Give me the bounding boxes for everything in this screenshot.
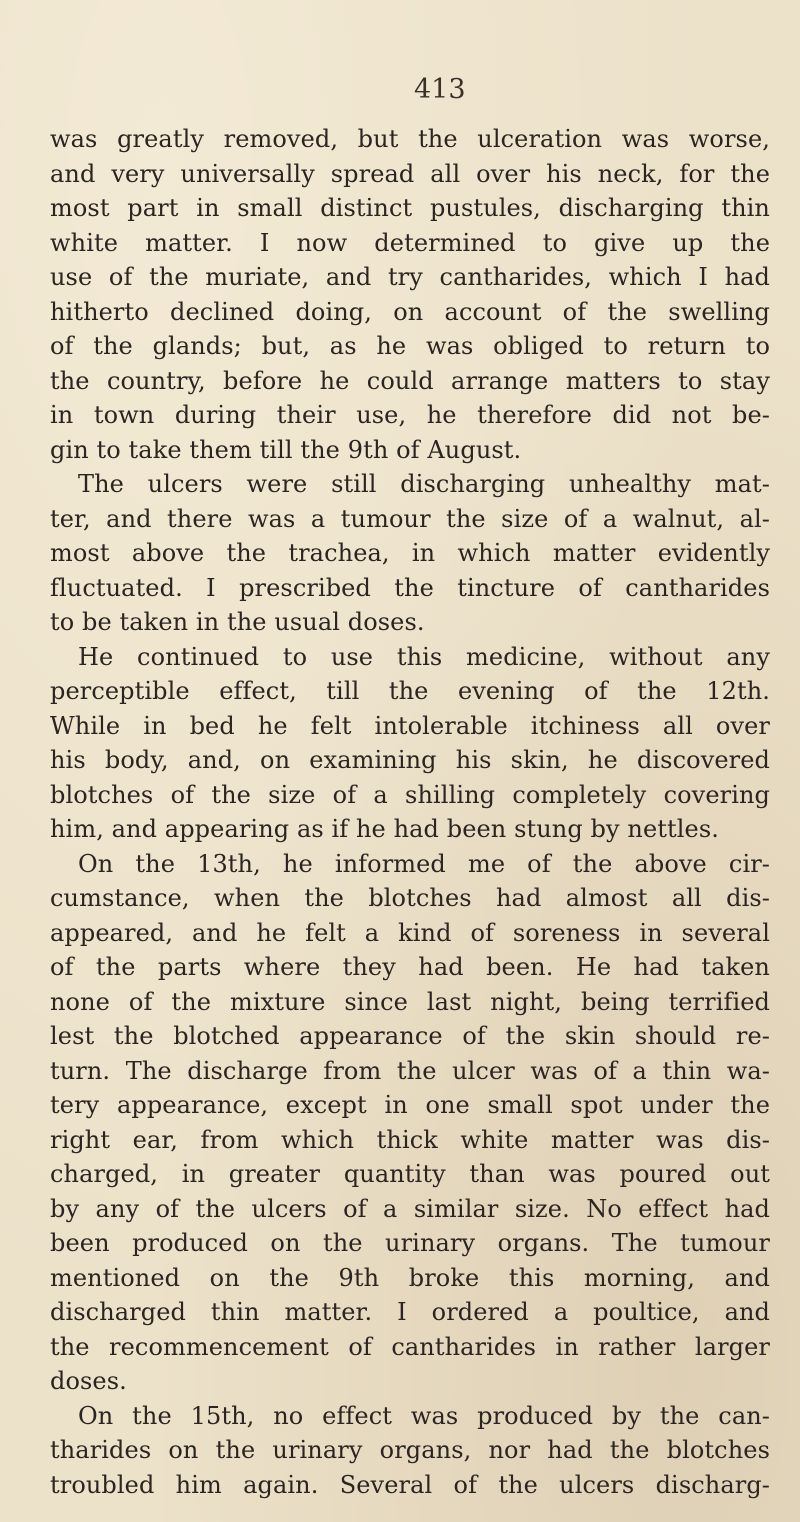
text-line: blotches of the size of a shilling completely covering xyxy=(50,780,770,809)
text-line: lest the blotched appearance of the skin should re- xyxy=(50,1022,770,1050)
text-line: and very universally spread all over his neck, for the xyxy=(50,159,770,188)
text-line: to be taken in the usual doses. xyxy=(50,608,425,636)
text-line: tharides on the urinary organs, nor had the blotches xyxy=(50,1436,770,1464)
text-line: was greatly removed, but the ulceration was worse, xyxy=(50,125,770,153)
text-line: been produced on the urinary organs. The tumour xyxy=(50,1229,770,1257)
text-line: appeared, and he felt a kind of soreness in several xyxy=(50,918,770,947)
text-line: most part in small distinct pustules, discharging thin xyxy=(50,194,770,222)
body-text xyxy=(50,122,770,1502)
text-line: On the 15th, no effect was produced by the can- xyxy=(78,1401,770,1430)
text-line: of the parts where they had been. He had taken xyxy=(50,953,770,981)
text-line: by any of the ulcers of a similar size. No effect had xyxy=(50,1194,770,1223)
text-line: turn. The discharge from the ulcer was of a thin wa- xyxy=(50,1056,770,1085)
text-line: charged, in greater quantity than was poured out xyxy=(50,1160,770,1188)
text-line: mentioned on the 9th broke this morning, and xyxy=(50,1263,770,1292)
text-line: the country, before he could arrange matters to stay xyxy=(50,366,770,395)
text-line: in town during their use, he therefore did not be- xyxy=(50,401,770,429)
text-line: On the 13th, he informed me of the above cir- xyxy=(78,849,770,878)
text-line: fluctuated. I prescribed the tincture of cantharides xyxy=(50,573,770,602)
text-line: ter, and there was a tumour the size of a walnut, al- xyxy=(50,504,770,533)
text-line: of the glands; but, as he was obliged to return to xyxy=(50,332,770,360)
text-line: cumstance, when the blotches had almost all dis- xyxy=(50,884,770,912)
text-line: white matter. I now determined to give up the xyxy=(50,228,770,257)
text-line: hitherto declined doing, on account of the swelling xyxy=(50,297,770,326)
text-line: his body, and, on examining his skin, he discovered xyxy=(50,746,770,774)
text-line: him, and appearing as if he had been stung by nettles. xyxy=(50,815,719,843)
text-line: right ear, from which thick white matter was dis- xyxy=(50,1125,770,1154)
text-line: doses. xyxy=(50,1367,127,1395)
text-line: the recommencement of cantharides in rather larger xyxy=(50,1332,770,1361)
text-line: discharged thin matter. I ordered a poultice, and xyxy=(50,1298,770,1326)
text-line: use of the muriate, and try cantharides, which I had xyxy=(50,263,770,291)
text-line: He continued to use this medicine, without any xyxy=(78,642,770,671)
text-line: none of the mixture since last night, being terrified xyxy=(50,987,770,1016)
text-line: troubled him again. Several of the ulcers discharg- xyxy=(50,1470,770,1499)
text-line: The ulcers were still discharging unhealthy mat- xyxy=(78,470,770,498)
text-line: most above the trachea, in which matter evidently xyxy=(50,539,770,567)
text-line: tery appearance, except in one small spot under the xyxy=(50,1091,770,1119)
text-line: perceptible effect, till the evening of the 12th. xyxy=(50,677,770,705)
page-number: 413 xyxy=(414,74,466,105)
text-line: While in bed he felt intolerable itchiness all over xyxy=(50,711,770,740)
text-line: gin to take them till the 9th of August. xyxy=(50,435,522,464)
